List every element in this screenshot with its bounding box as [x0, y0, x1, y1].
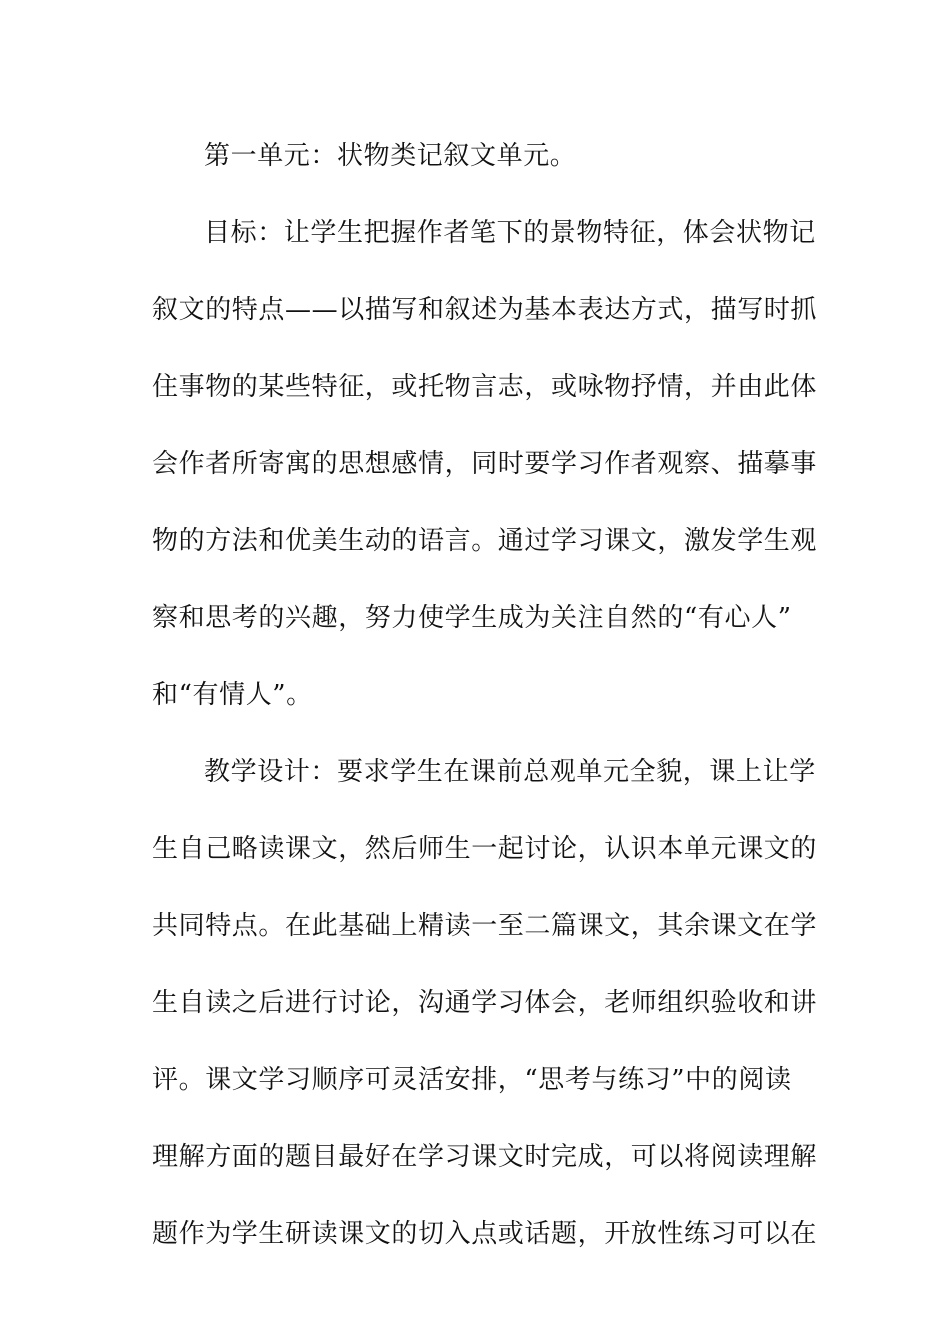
text-line: 教学设计：要求学生在课前总观单元全貌，课上让学	[204, 757, 816, 787]
text-line: 叙文的特点——以描写和叙述为基本表达方式，描写时抓	[152, 295, 818, 325]
paragraph-objectives	[152, 195, 818, 734]
text-line: 生自己略读课文，然后师生一起讨论，认识本单元课文的	[152, 834, 818, 864]
text-line: 理解方面的题目最好在学习课文时完成，可以将阅读理解	[152, 1142, 818, 1172]
text-line: 生自读之后进行讨论，沟通学习体会，老师组织验收和讲	[152, 988, 818, 1018]
text-line: 和“有情人”。	[152, 680, 313, 710]
text-line: 住事物的某些特征，或托物言志，或咏物抒情，并由此体	[152, 372, 818, 402]
text-line: 物的方法和优美生动的语言。通过学习课文，激发学生观	[152, 526, 818, 556]
text-line: 会作者所寄寓的思想感情，同时要学习作者观察、描摹事	[152, 449, 818, 479]
paragraph-teaching-design	[152, 734, 818, 1273]
text-line: 题作为学生研读课文的切入点或话题，开放性练习可以在	[152, 1219, 818, 1249]
text-line: 察和思考的兴趣，努力使学生成为关注自然的“有心人”	[152, 603, 792, 633]
paragraph-unit-heading	[152, 118, 792, 195]
text-line: 目标：让学生把握作者笔下的景物特征，体会状物记	[204, 218, 816, 248]
text-line: 第一单元：状物类记叙文单元。	[204, 141, 577, 171]
document-body	[152, 118, 818, 1273]
text-line: 共同特点。在此基础上精读一至二篇课文，其余课文在学	[152, 911, 818, 941]
text-line: 评。课文学习顺序可灵活安排，“思考与练习”中的阅读	[152, 1065, 792, 1095]
